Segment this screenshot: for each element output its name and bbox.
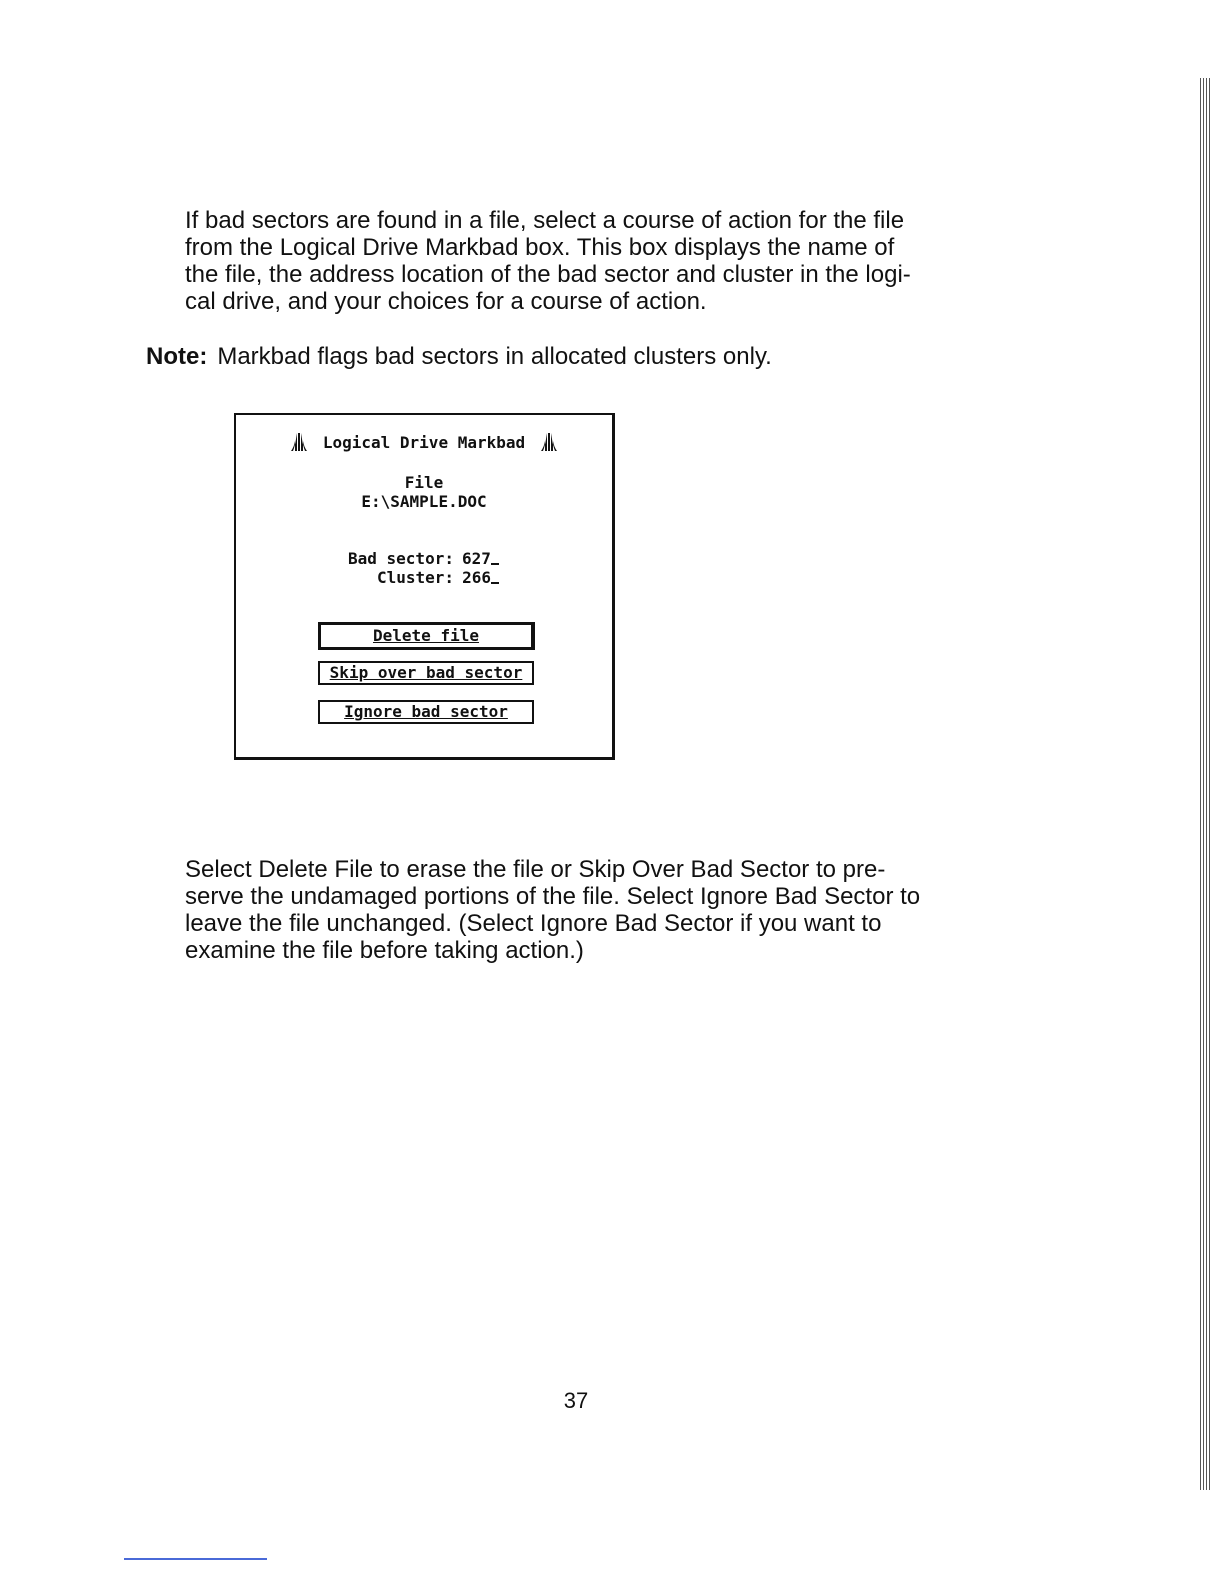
bad-sector-label: Bad sector: [348,549,454,568]
bad-sector-value: 627 [461,549,491,568]
cluster-row [377,568,499,587]
text-cursor [491,551,499,565]
markbad-dialog [234,413,615,760]
intro-line: cal drive, and your choices for a course of action. [185,288,707,315]
dialog-title: Logical Drive Markbad [322,433,526,452]
ignore-bad-sector-button[interactable]: Ignore bad sector [318,700,534,724]
text-cursor [491,570,499,584]
scan-edge-artifact [1200,78,1210,1490]
note-label: Note: [146,343,208,370]
note [146,343,772,371]
intro-line: the file, the address location of the bad sector and cluster in the logi- [185,261,911,288]
file-label: File [404,473,444,492]
outro-line: examine the file before taking action.) [185,937,584,964]
cluster-label: Cluster: [377,568,455,587]
page-number: 37 [563,1388,589,1413]
intro-paragraph [185,207,1025,315]
outro-line: Select Delete File to erase the file or Skip Over Bad Sector to pre- [185,856,886,883]
outro-paragraph [185,856,1035,964]
intro-line: If bad sectors are found in a file, select a course of action for the file [185,207,905,234]
cluster-value: 266 [462,568,491,587]
atari-fuji-icon [541,433,557,451]
file-path: E:\SAMPLE.DOC [361,492,487,511]
note-text: Markbad flags bad sectors in allocated clusters only. [217,343,772,370]
outro-line: serve the undamaged portions of the file. Select Ignore Bad Sector to [185,883,921,910]
footer-rule [124,1558,267,1560]
outro-line: leave the file unchanged. (Select Ignore Bad Sector if you want to [185,910,882,937]
bad-sector-row [348,549,499,568]
delete-file-button[interactable]: Delete file [318,622,535,650]
skip-over-bad-sector-button[interactable]: Skip over bad sector [318,661,534,685]
dialog-title-bar [236,433,612,452]
intro-line: from the Logical Drive Markbad box. This box displays the name of [185,234,895,261]
atari-fuji-icon [291,433,307,451]
